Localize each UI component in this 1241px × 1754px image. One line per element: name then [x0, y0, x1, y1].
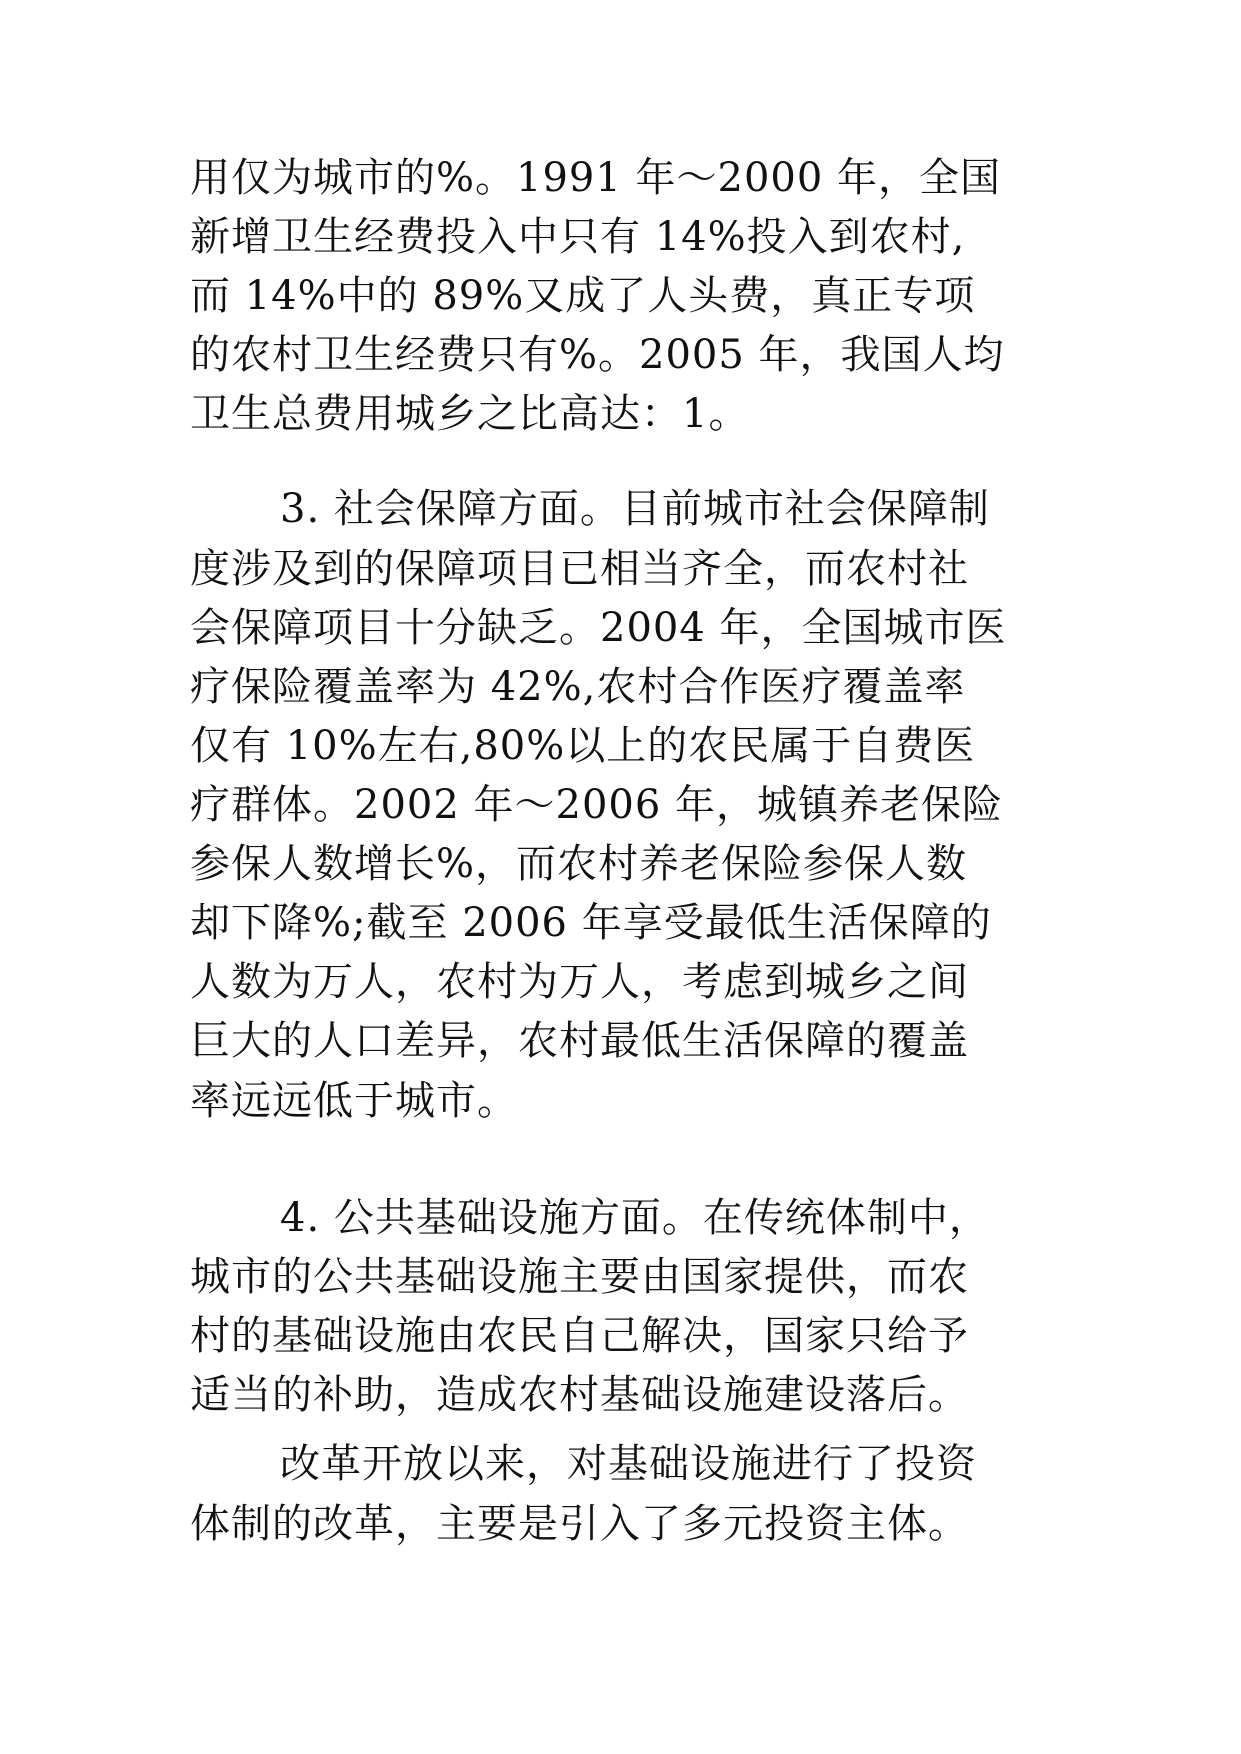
text-line: 卫生总费用城乡之比高达：1。	[190, 391, 750, 437]
section-heading-infrastructure: 4. 公共基础设施方面。在传统体制中，	[280, 1195, 990, 1241]
text-line: 人数为万人，农村为万人，考虑到城乡之间	[190, 959, 969, 1005]
text-line: 改革开放以来，对基础设施进行了投资	[280, 1441, 977, 1487]
text-line: 而 14%中的 89%又成了人头费，真正专项	[190, 273, 976, 319]
text-line: 度涉及到的保障项目已相当齐全，而农村社	[190, 546, 969, 592]
text-line: 适当的补助，造成农村基础设施建设落后。	[190, 1372, 969, 1418]
text-line: 却下降%;截至 2006 年享受最低生活保障的	[190, 900, 992, 946]
text-line: 率远远低于城市。	[190, 1078, 518, 1124]
text-line: 疗群体。2002 年～2006 年，城镇养老保险	[190, 782, 1004, 828]
text-line: 新增卫生经费投入中只有 14%投入到农村,	[190, 214, 966, 260]
text-line: 用仅为城市的%。1991 年～2000 年，全国	[190, 155, 1002, 201]
text-line: 的农村卫生经费只有%。2005 年，我国人均	[190, 332, 1005, 378]
text-line: 仅有 10%左右,80%以上的农民属于自费医	[190, 723, 976, 769]
text-line: 参保人数增长%，而农村养老保险参保人数	[190, 841, 968, 887]
text-line: 会保障项目十分缺乏。2004 年，全国城市医	[190, 605, 1007, 651]
text-line: 体制的改革，主要是引入了多元投资主体。	[190, 1501, 969, 1547]
section-heading-social-security: 3. 社会保障方面。目前城市社会保障制	[280, 486, 990, 532]
text-line: 疗保险覆盖率为 42%,农村合作医疗覆盖率	[190, 664, 966, 710]
text-line: 城市的公共基础设施主要由国家提供，而农	[190, 1254, 969, 1300]
text-line: 村的基础设施由农民自己解决，国家只给予	[190, 1313, 969, 1359]
text-line: 巨大的人口差异，农村最低生活保障的覆盖	[190, 1018, 969, 1064]
